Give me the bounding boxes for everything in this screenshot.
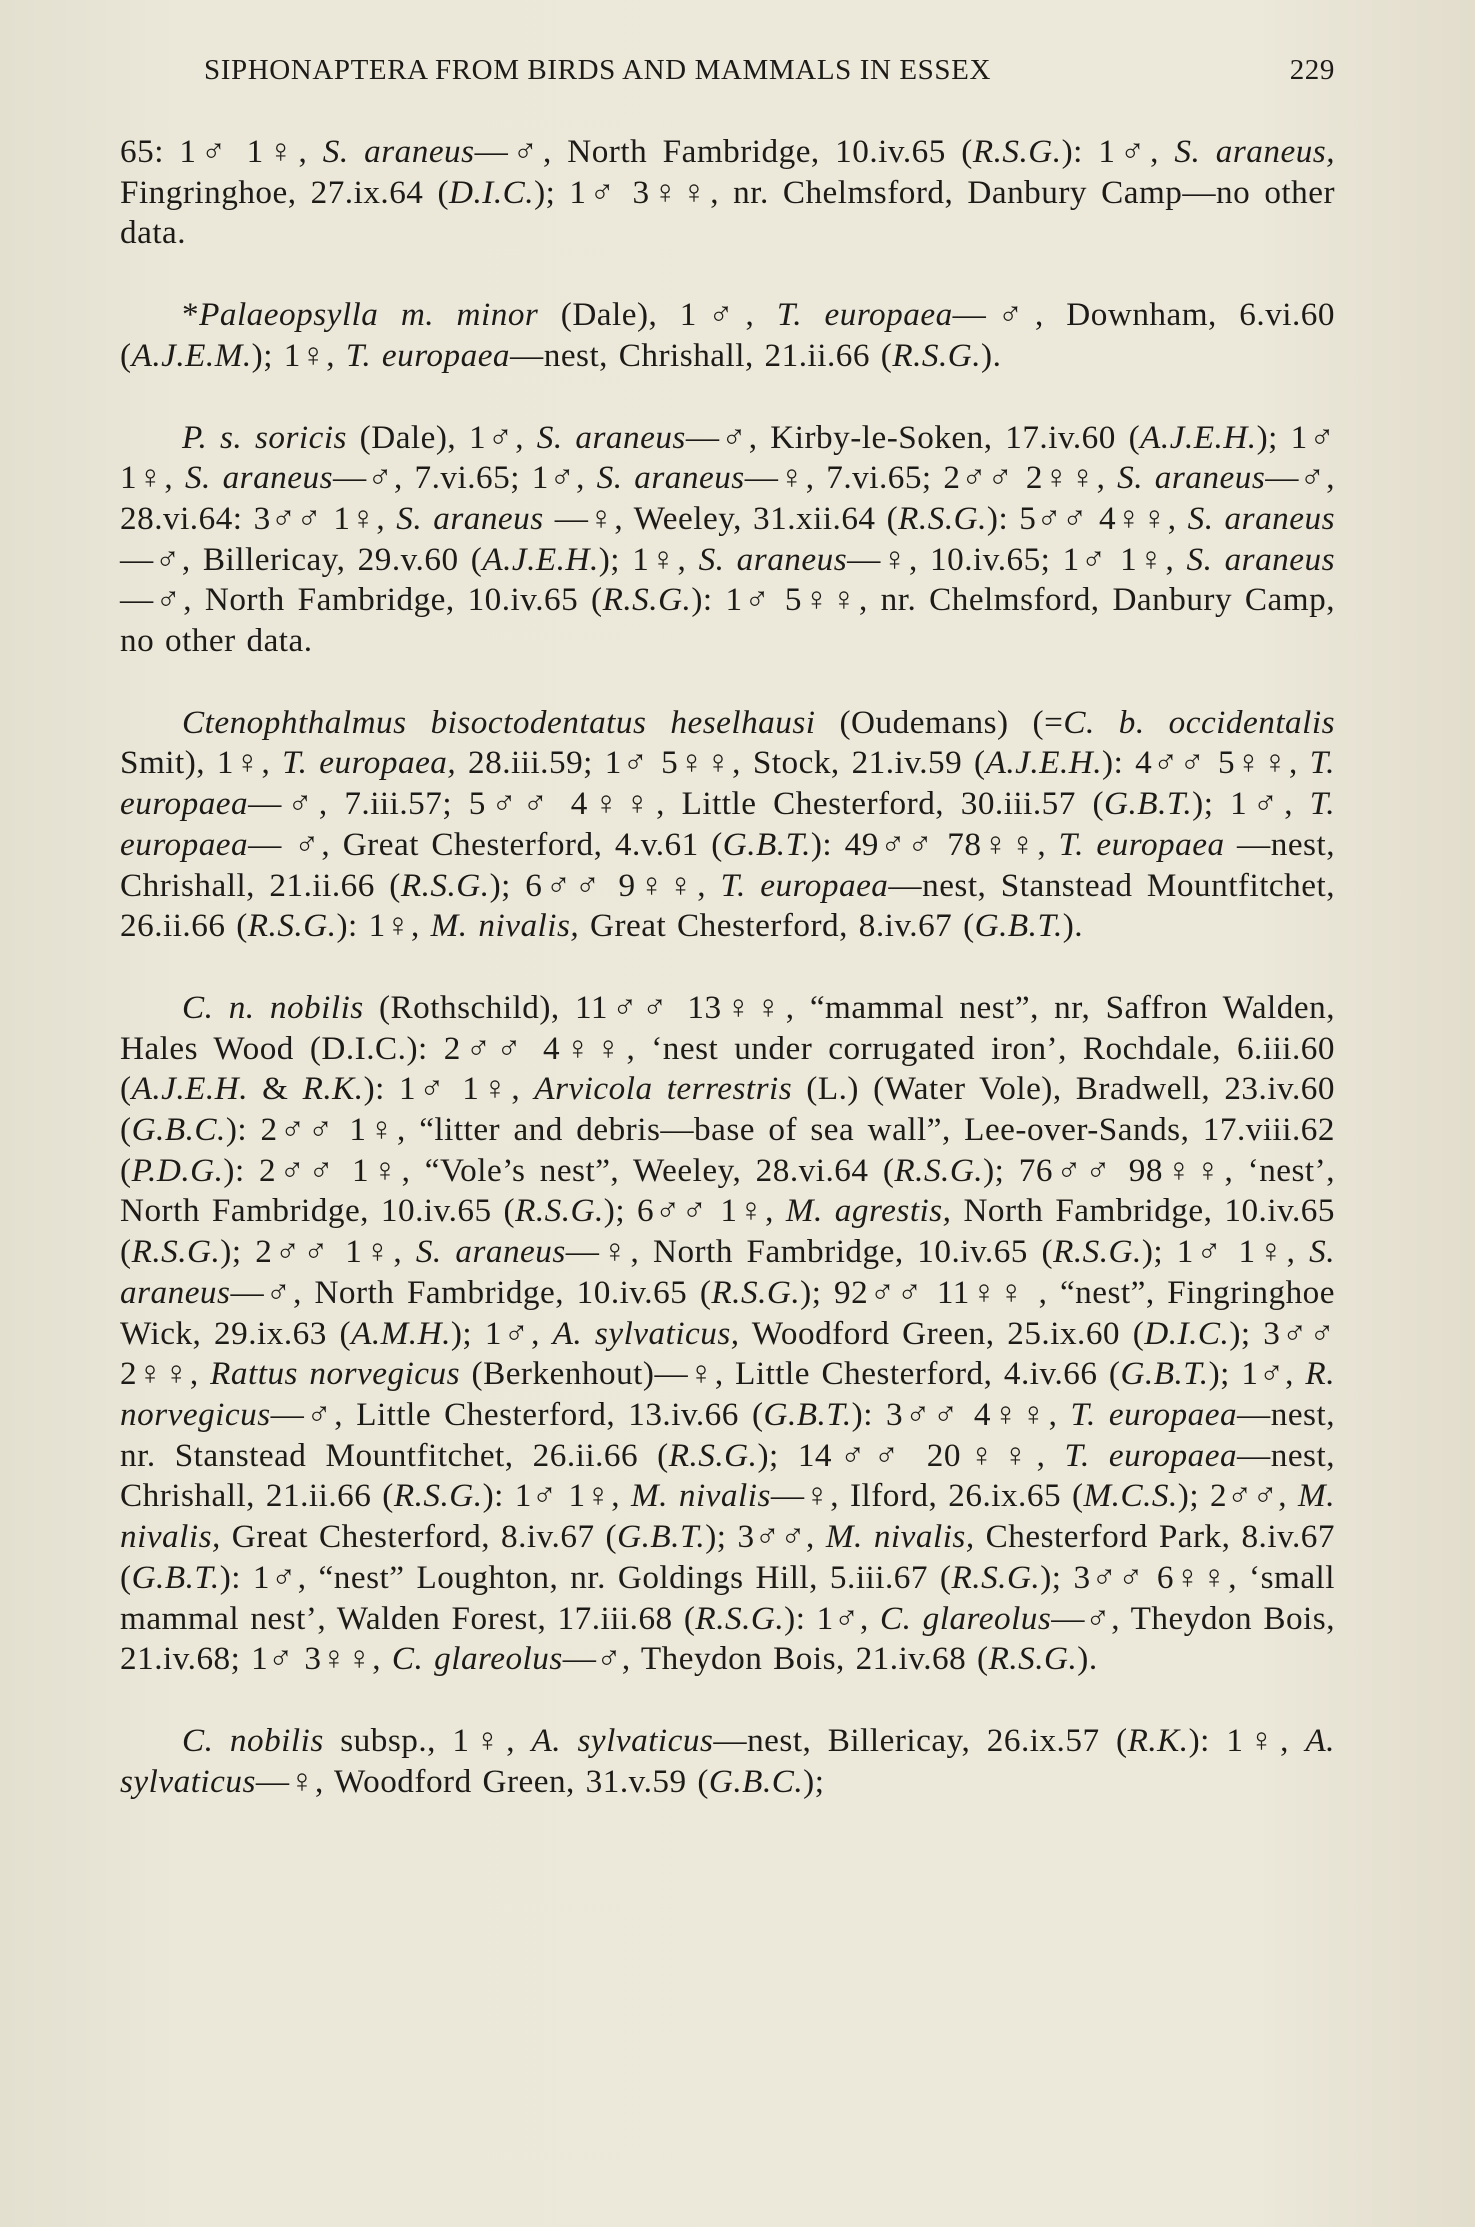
page-number: 229 <box>1289 54 1335 86</box>
italic-text: M. nivalis, <box>825 1518 975 1556</box>
text-run: ): 49♂♂ 78♀♀, <box>810 825 1059 863</box>
italic-text: T. europaea <box>1058 825 1225 863</box>
text-run: ); 6♂♂ 9♀♀, <box>489 866 721 904</box>
text-run: ): 1♂ 5♀♀, nr. Chelmsford, Danbury Camp, no other data. <box>120 581 1346 660</box>
italic-text: Palaeopsylla m. minor <box>199 296 539 334</box>
paragraph <box>120 1721 1346 1802</box>
text-run: Chesterford Park, 8.iv.67 ( <box>120 1518 1346 1596</box>
italic-text: S. araneus <box>1117 459 1266 497</box>
paragraph <box>120 703 1346 947</box>
text-run: —♂, North Fambridge, 10.iv.65 ( <box>230 1273 712 1311</box>
italic-text: G.B.T. <box>131 1558 220 1596</box>
italic-text: G.B.T. <box>1120 1355 1209 1393</box>
text-run: North Fambridge, 10.iv.65 ( <box>120 1192 1346 1271</box>
italic-text: G.B.C. <box>131 1111 226 1149</box>
italic-text: G.B.T. <box>1104 785 1193 823</box>
italic-text: A. sylvaticus <box>531 1721 714 1759</box>
text-run: —nest, Stanstead Mountfitchet, 26.ii.66 ( <box>120 866 1346 945</box>
text-run: ); 76♂♂ 98♀♀, ‘nest’, North Fambridge, 10.iv.65 ( <box>120 1151 1346 1230</box>
text-run: ): 2♂♂ 1♀, “litter and debris—base of sea wall”, Lee-over-Sands, 17.viii.62 ( <box>120 1111 1346 1189</box>
italic-text: R.S.G. <box>951 1558 1041 1596</box>
text-run: subsp., 1♀, <box>323 1721 532 1759</box>
italic-text: A.J.E.H. <box>985 744 1103 782</box>
italic-text: A.J.E.H. <box>482 540 599 578</box>
text-run: —♀, North Fambridge, 10.iv.65 ( <box>565 1233 1054 1271</box>
text-run: —♂, Kirby-le-Soken, 17.iv.60 ( <box>685 418 1141 456</box>
text-run: —♀, 10.iv.65; 1♂ 1♀, <box>847 540 1187 578</box>
italic-text: C. glareolus <box>391 1640 563 1678</box>
text-run: ); 92♂♂ 11♀♀ , “nest”, Fingringhoe Wick, 29.ix.63 ( <box>120 1273 1346 1352</box>
text-run: ); 1♀, <box>251 336 346 374</box>
text-run: ); 2♂♂ 1♀, <box>220 1233 416 1271</box>
text-run: —♂, 7.iii.57; 5♂♂ 4♀♀, Little Chesterford, 30.iii.57 ( <box>248 785 1105 823</box>
text-run: ). <box>981 336 1002 374</box>
text-run: ); 1♂, <box>450 1314 553 1352</box>
text-run: ): 1♂, <box>784 1599 880 1637</box>
italic-text: R.S.G. <box>515 1192 604 1230</box>
italic-text: S. araneus, <box>1174 133 1335 170</box>
paragraph <box>120 418 1346 662</box>
italic-text: T. europaea <box>120 744 1346 823</box>
italic-text: R.S.G. <box>247 907 337 945</box>
italic-text: M. agrestis, <box>785 1192 952 1230</box>
text-run: —nest, Billericay, 26.ix.57 ( <box>713 1721 1128 1759</box>
text-run: ); 1♂ 1♀, <box>120 418 1346 497</box>
text-run: ); 1♂, <box>1192 785 1310 823</box>
italic-text: R.S.G. <box>711 1273 801 1311</box>
text-run: —nest, Chrishall, 21.ii.66 ( <box>120 825 1346 904</box>
text-run: 28.iii.59; 1♂ 5♀♀, Stock, 21.iv.59 ( <box>456 744 986 782</box>
text-run: 65: 1♂ 1♀, <box>120 133 323 170</box>
text-run: —♀, Ilford, 26.ix.65 ( <box>770 1477 1084 1515</box>
text-run: Great Chesterford, 8.iv.67 ( <box>220 1518 618 1556</box>
text-run: —nest, Chrishall, 21.ii.66 ( <box>510 336 893 374</box>
text-run: ); 1♂, <box>1208 1355 1306 1393</box>
text-run: —nest, nr. Stanstead Mountfitchet, 26.ii.66 ( <box>120 1395 1346 1474</box>
italic-text: M. nivalis, <box>430 907 580 945</box>
text-run: (L.) (Water Vole), Bradwell, 23.iv.60 ( <box>120 1070 1346 1149</box>
text-run: —♂, Downham, 6.vi.60 ( <box>120 296 1346 374</box>
body-text <box>120 132 1346 1802</box>
italic-text: R.S.G. <box>894 1151 984 1189</box>
italic-text: Rattus norvegicus <box>210 1355 461 1393</box>
italic-text: S. araneus <box>184 459 334 497</box>
text-run: Great Chesterford, 8.iv.67 ( <box>579 907 975 945</box>
text-run: —♂, 7.vi.65; 1♂, <box>333 459 597 497</box>
text-run: —♂, North Fambridge, 10.iv.65 ( <box>474 133 973 170</box>
italic-text: T. europaea <box>120 785 1346 863</box>
italic-text: R.K. <box>1127 1721 1189 1759</box>
text-run: ). <box>1062 907 1084 945</box>
italic-text: S. araneus <box>698 540 848 578</box>
text-run: —nest, Chrishall, 21.ii.66 ( <box>120 1436 1346 1515</box>
text-run: Smit), 1♀, <box>120 703 1346 782</box>
italic-text: T. europaea <box>345 336 511 374</box>
italic-text: R.S.G. <box>988 1640 1078 1678</box>
italic-text: G.B.T. <box>763 1395 852 1433</box>
text-run: ); 1♀, <box>598 540 699 578</box>
text-run: ); 6♂♂ 1♀, <box>603 1192 786 1230</box>
italic-text: T. europaea <box>720 866 889 904</box>
text-run: ); 2♂♂, <box>1177 1477 1299 1515</box>
text-run: ); 14♂♂ 20♀♀, <box>757 1436 1065 1474</box>
italic-text: C. nobilis <box>182 1721 324 1759</box>
text-run: ): 1♂, <box>1061 133 1175 170</box>
running-head <box>204 50 1335 90</box>
text-run: —♂, Little Chesterford, 13.iv.66 ( <box>270 1395 764 1433</box>
italic-text: T. europaea <box>1064 1436 1238 1474</box>
text-run: ). <box>1077 1640 1098 1678</box>
text-run: ): 1♂, “nest” Loughton, nr. Goldings Hill, 5.iii.67 ( <box>219 1558 952 1596</box>
italic-text: P. s. soricis <box>182 418 347 456</box>
text-run: & <box>248 1070 303 1108</box>
text-run: Woodford Green, 25.ix.60 ( <box>739 1314 1145 1352</box>
italic-text: S. araneus <box>322 133 475 170</box>
italic-text: S. araneus <box>536 418 686 456</box>
italic-text: R.S.G. <box>393 1477 483 1515</box>
italic-text: G.B.T. <box>722 825 811 863</box>
italic-text: A.M.H. <box>351 1314 451 1352</box>
text-run: —♂, Billericay, 29.v.60 ( <box>120 540 483 578</box>
text-run: ); 3♂♂ 6♀♀, ‘small mammal nest’, Walden Forest, 17.iii.68 ( <box>120 1558 1346 1637</box>
text-run: —♂, Theydon Bois, 21.iv.68 ( <box>562 1640 989 1678</box>
italic-text: T. europaea, <box>282 744 457 782</box>
text-run: ); 3♂♂ 2♀♀, <box>120 1314 1346 1393</box>
italic-text: P.D.G. <box>131 1151 224 1189</box>
text-run: * <box>182 296 200 334</box>
text-run: ): 2♂♂ 1♀, “Vole’s nest”, Weeley, 28.vi.64 ( <box>223 1151 895 1189</box>
italic-text: S. araneus <box>596 459 745 497</box>
italic-text: D.I.C. <box>449 173 535 211</box>
text-run: (Rothschild), 11♂♂ 13♀♀, “mammal nest”, nr, Saffron Walden, Hales Wood (D.I.C.): 2♂♂ 4♀♀, ‘nest under corrugated iron’, Rochdale, 6.iii.60 ( <box>120 988 1346 1108</box>
text-run: ); 1♂ 3♀♀, nr. Chelmsford, Danbury Camp—no other data. <box>120 173 1346 252</box>
italic-text: C. glareolus <box>880 1599 1052 1637</box>
italic-text: R.S.G. <box>972 133 1062 170</box>
italic-text: R.S.G. <box>131 1233 221 1271</box>
italic-text: R.S.G. <box>668 1436 758 1474</box>
italic-text: A. sylvaticus <box>120 1721 1346 1800</box>
italic-text: M. nivalis <box>630 1477 771 1515</box>
italic-text: C. b. occidentalis <box>1063 703 1335 741</box>
text-run: —♂, North Fambridge, 10.iv.65 ( <box>120 581 603 619</box>
text-run: —♀, Weeley, 31.xii.64 ( <box>543 499 899 537</box>
italic-text: R.S.G. <box>695 1599 785 1637</box>
text-run: —♂, 28.vi.64: 3♂♂ 1♀, <box>120 459 1346 537</box>
italic-text: A. sylvaticus, <box>552 1314 740 1352</box>
text-run: (Dale), 1♂, <box>538 296 777 334</box>
italic-text: C. n. nobilis <box>182 988 364 1026</box>
italic-text: A.J.E.H. <box>1140 418 1257 456</box>
text-run: ): 3♂♂ 4♀♀, <box>851 1395 1071 1433</box>
paragraph <box>120 132 1346 254</box>
italic-text: M.C.S. <box>1083 1477 1178 1515</box>
italic-text: R.S.G. <box>602 581 692 619</box>
italic-text: G.B.C. <box>708 1762 804 1800</box>
paragraph <box>120 295 1346 376</box>
italic-text: S. araneus <box>120 1233 1346 1311</box>
text-run: —♂, Theydon Bois, 21.iv.68; 1♂ 3♀♀, <box>120 1599 1346 1678</box>
italic-text: S. araneus <box>415 1233 566 1271</box>
italic-text: R.S.G. <box>892 336 982 374</box>
text-run: ): 4♂♂ 5♀♀, <box>1102 744 1310 782</box>
italic-text: G.B.T. <box>617 1518 706 1556</box>
italic-text: R.S.G. <box>1053 1233 1142 1271</box>
text-run: ); 1♂ 1♀, <box>1141 1233 1310 1271</box>
text-run: —♀, Woodford Green, 31.v.59 ( <box>255 1762 709 1800</box>
italic-text: R.S.G. <box>898 499 987 537</box>
italic-text: T. europaea <box>776 296 953 334</box>
text-run: ): 1♂ 1♀, <box>363 1070 535 1108</box>
italic-text: D.I.C. <box>1144 1314 1230 1352</box>
running-title: SIPHONAPTERA FROM BIRDS AND MAMMALS IN ESSEX <box>204 54 991 86</box>
text-run: (Oudemans) (= <box>815 703 1064 741</box>
italic-text: M. nivalis, <box>120 1477 1346 1556</box>
italic-text: S. araneus <box>396 499 544 537</box>
italic-text: T. europaea <box>1070 1395 1238 1433</box>
italic-text: A.J.E.M. <box>131 336 252 374</box>
text-run: (Dale), 1♂, <box>346 418 537 456</box>
italic-text: Ctenophthalmus bisoctodentatus heselhausi <box>182 703 816 741</box>
italic-text: R.K. <box>302 1070 364 1108</box>
text-run: (Berkenhout)—♀, Little Chesterford, 4.iv.66 ( <box>460 1355 1121 1393</box>
paragraph <box>120 988 1346 1680</box>
text-run: —♀, 7.vi.65; 2♂♂ 2♀♀, <box>744 459 1118 497</box>
text-run: — ♂, Great Chesterford, 4.v.61 ( <box>248 825 723 863</box>
italic-text: S. araneus <box>1187 499 1335 537</box>
text-run: Fingringhoe, 27.ix.64 ( <box>120 133 1346 211</box>
text-run: ): 5♂♂ 4♀♀, <box>986 499 1188 537</box>
text-run: ): 1♂ 1♀, <box>482 1477 631 1515</box>
italic-text: Arvicola terrestris <box>534 1070 793 1108</box>
text-run: ): 1♀, <box>1188 1721 1306 1759</box>
text-run: ); <box>803 1762 825 1800</box>
text-run: ): 1♀, <box>336 907 431 945</box>
italic-text: R.S.G. <box>400 866 490 904</box>
italic-text: S. araneus <box>1186 540 1336 578</box>
italic-text: R. norvegicus <box>120 1355 1346 1433</box>
italic-text: A.J.E.H. <box>131 1070 248 1108</box>
text-run: ); 3♂♂, <box>705 1518 826 1556</box>
italic-text: G.B.T. <box>974 907 1063 945</box>
